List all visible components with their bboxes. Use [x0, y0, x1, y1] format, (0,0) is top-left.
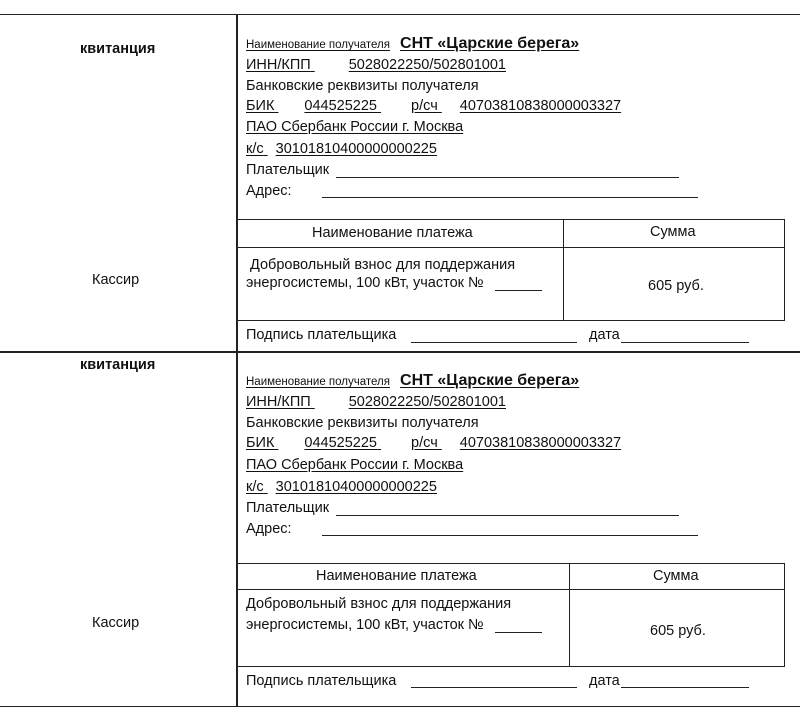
- signature-label: Подпись плательщика: [246, 327, 397, 343]
- bank-name: ПАО Сбербанк России г. Москва: [246, 119, 464, 135]
- account-value: 40703810838000003327: [459, 435, 622, 451]
- table-header-bottom: [237, 589, 785, 590]
- bik-value: 044525225: [304, 98, 377, 114]
- inn-line: [246, 393, 506, 411]
- table-bottom: [237, 320, 785, 321]
- left-right-divider: [236, 14, 238, 707]
- recipient-name: СНТ «Царские берега»: [400, 35, 580, 52]
- table-right-col: [784, 563, 785, 666]
- plot-number-field[interactable]: [495, 290, 542, 291]
- table-mid-col: [563, 219, 564, 320]
- bik-line: [246, 434, 621, 452]
- cashier-label: Кассир: [92, 272, 140, 288]
- payer-field[interactable]: [336, 515, 679, 516]
- payer-label: Плательщик: [246, 162, 330, 178]
- table-right-col: [784, 219, 785, 320]
- ks-value: 30101810400000000225: [275, 141, 437, 157]
- ks-value: 30101810400000000225: [275, 479, 437, 495]
- payment-header: Наименование платежа: [316, 568, 477, 584]
- bottom-border: [0, 706, 800, 707]
- address-label: Адрес:: [246, 521, 292, 537]
- bik-label: БИК: [246, 98, 275, 114]
- recipient-label: Наименование получателя: [246, 376, 390, 388]
- inn-label: ИНН/КПП: [246, 394, 311, 410]
- top-border: [0, 14, 800, 15]
- recipient-label: Наименование получателя: [246, 39, 390, 51]
- table-bottom: [237, 666, 785, 667]
- plot-number-field[interactable]: [495, 632, 542, 633]
- inn-line: [246, 56, 506, 74]
- inn-value: 5028022250/502801001: [348, 57, 506, 73]
- receipt-title: квитанция: [80, 357, 156, 373]
- payment-header: Наименование платежа: [312, 225, 473, 241]
- bik-label: БИК: [246, 435, 275, 451]
- table-top: [237, 219, 785, 220]
- recipient-line: [246, 35, 579, 54]
- inn-value: 5028022250/502801001: [348, 394, 506, 410]
- sum-value: 605 руб.: [648, 278, 704, 294]
- signature-field[interactable]: [411, 687, 577, 688]
- date-label: дата: [589, 327, 620, 343]
- payment-line2: энергосистемы, 100 кВт, участок №: [246, 617, 484, 633]
- payer-label: Плательщик: [246, 500, 330, 516]
- sum-value: 605 руб.: [650, 623, 706, 639]
- signature-label: Подпись плательщика: [246, 673, 397, 689]
- recipient-name: СНТ «Царские берега»: [400, 372, 580, 389]
- payment-line1: Добровольный взнос для поддержания: [250, 257, 516, 273]
- payment-line1: Добровольный взнос для поддержания: [246, 596, 512, 612]
- cashier-label: Кассир: [92, 615, 140, 631]
- inn-label: ИНН/КПП: [246, 57, 311, 73]
- bank-details-label: Банковские реквизиты получателя: [246, 78, 479, 94]
- ks-line: [246, 140, 437, 158]
- receipt-title: квитанция: [80, 41, 156, 57]
- middle-divider: [0, 351, 800, 353]
- table-header-bottom: [237, 247, 785, 248]
- account-value: 40703810838000003327: [459, 98, 622, 114]
- sum-header: Сумма: [653, 568, 699, 584]
- ks-line: [246, 478, 437, 496]
- date-field[interactable]: [621, 342, 749, 343]
- address-field[interactable]: [322, 535, 698, 536]
- address-label: Адрес:: [246, 183, 292, 199]
- payer-field[interactable]: [336, 177, 679, 178]
- date-field[interactable]: [621, 687, 749, 688]
- bik-line: [246, 97, 621, 115]
- bank-name: ПАО Сбербанк России г. Москва: [246, 457, 464, 473]
- date-label: дата: [589, 673, 620, 689]
- sum-header: Сумма: [650, 224, 696, 240]
- ks-label: к/с: [246, 479, 264, 495]
- table-top: [237, 563, 785, 564]
- table-mid-col: [569, 563, 570, 666]
- bik-value: 044525225: [304, 435, 377, 451]
- recipient-line: [246, 372, 579, 391]
- account-label: р/сч: [411, 435, 438, 451]
- ks-label: к/с: [246, 141, 264, 157]
- bank-details-label: Банковские реквизиты получателя: [246, 415, 479, 431]
- account-label: р/сч: [411, 98, 438, 114]
- payment-line2: энергосистемы, 100 кВт, участок №: [246, 275, 484, 291]
- signature-field[interactable]: [411, 342, 577, 343]
- address-field[interactable]: [322, 197, 698, 198]
